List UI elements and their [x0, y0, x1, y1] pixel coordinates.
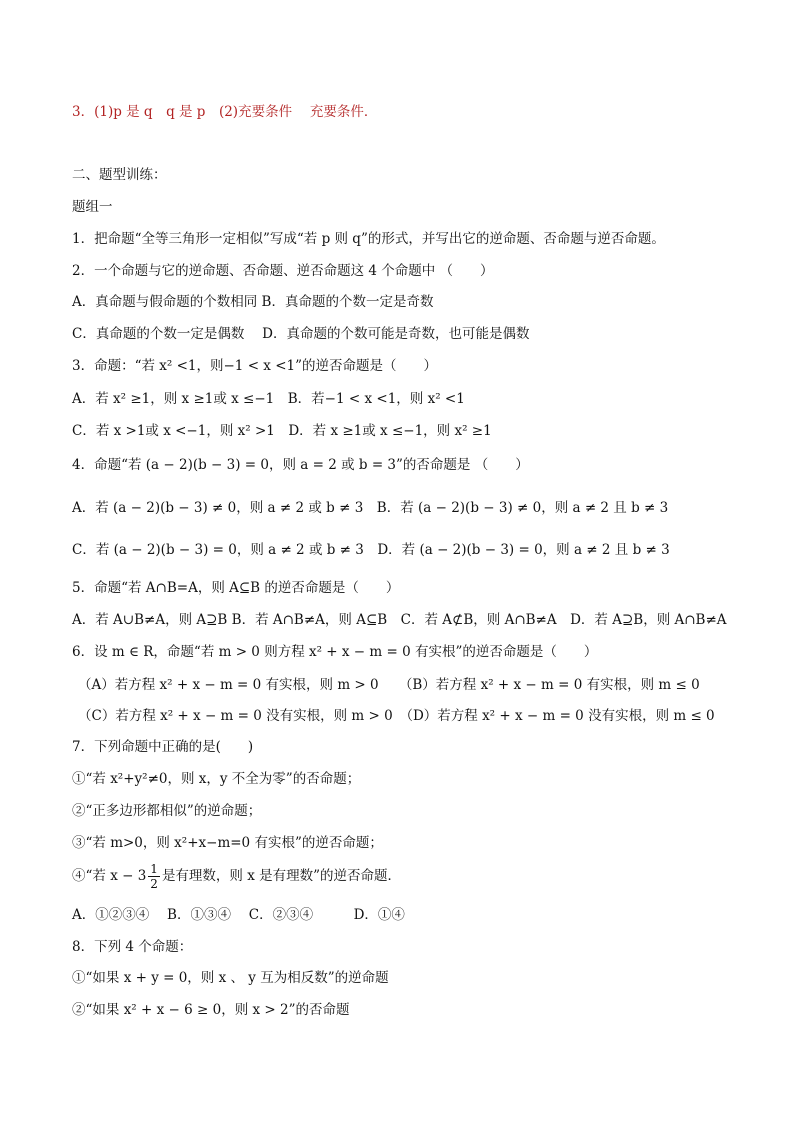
- question-7-stem: 7．下列命题中正确的是( ): [72, 739, 254, 755]
- question-2-options-cd: C．真命题的个数一定是偶数 D．真命题的个数可能是奇数，也可能是偶数: [72, 326, 530, 342]
- question-8-item-1: ①“如果 x + y = 0，则 x 、 y 互为相反数”的逆命题: [72, 970, 389, 986]
- fraction-numerator: 1: [150, 862, 158, 876]
- question-7-item-1: ①“若 x²+y²≠0，则 x，y 不全为零”的否命题；: [72, 771, 361, 787]
- question-2-stem: 2．一个命题与它的逆命题、否命题、逆否命题这 4 个命题中 （ ）: [72, 263, 494, 279]
- question-3-stem: 3．命题：“若 x² <1，则−1 < x <1”的逆否命题是（ ）: [72, 358, 438, 374]
- question-7-item-4-prefix: ④“若 x − 3: [72, 868, 147, 884]
- question-6-stem: 6．设 m ∈ R，命题“若 m > 0 则方程 x² + x − m = 0 有实根”的逆否命题是（ ）: [72, 644, 598, 660]
- question-7-item-2: ②“正多边形都相似”的逆命题；: [72, 803, 262, 819]
- question-7-item-3: ③“若 m>0，则 x²+x−m=0 有实根”的逆否命题；: [72, 835, 383, 851]
- question-2-options-ab: A．真命题与假命题的个数相同 B．真命题的个数一定是奇数: [72, 294, 434, 310]
- fraction-one-half: [148, 862, 160, 891]
- question-4-options-ab: A．若 (a − 2)(b − 3) ≠ 0，则 a ≠ 2 或 b ≠ 3 B．若 (a − 2)(b − 3) ≠ 0，则 a ≠ 2 且 b ≠ 3: [72, 500, 669, 516]
- answer-line: 3．(1)p 是 q q 是 p (2)充要条件 充要条件．: [72, 104, 378, 120]
- group-title: 题组一: [72, 199, 113, 215]
- question-3-options-ab: A．若 x² ≥1，则 x ≥1或 x ≤−1 B．若−1 < x <1，则 x² <1: [72, 391, 465, 407]
- question-8-item-2: ②“如果 x² + x − 6 ≥ 0，则 x > 2”的否命题: [72, 1002, 350, 1018]
- question-8-stem: 8．下列 4 个命题：: [72, 939, 193, 955]
- question-7-item-4-suffix: 是有理数，则 x 是有理数”的逆否命题．: [161, 868, 402, 884]
- question-5-stem: 5．命题“若 A∩B=A，则 A⊆B 的逆否命题是（ ）: [72, 580, 400, 596]
- question-6-options-ab: （A）若方程 x² + x − m = 0 有实根，则 m > 0 （B）若方程 x² + x − m = 0 有实根，则 m ≤ 0: [78, 677, 700, 693]
- question-6-options-cd: （C）若方程 x² + x − m = 0 没有实根，则 m > 0 （D）若方程 x² + x − m = 0 没有实根，则 m ≤ 0: [78, 708, 715, 724]
- question-5-options: A．若 A∪B≠A，则 A⊇B B．若 A∩B≠A，则 A⊆B C．若 A⊄B，则 A∩B≠A D．若 A⊇B，则 A∩B≠A: [72, 612, 727, 628]
- question-1: 1．把命题“全等三角形一定相似”写成“若 p 则 q”的形式，并写出它的逆命题、否命题与逆否命题。: [72, 231, 665, 247]
- fraction-denominator: 2: [150, 877, 158, 891]
- question-4-stem: 4．命题“若 (a − 2)(b − 3) = 0，则 a = 2 或 b = 3”的否命题是 （ ）: [72, 457, 529, 473]
- section-title: 二、题型训练：: [72, 167, 167, 183]
- question-7-options: A．①②③④ B．①③④ C．②③④ D．①④: [72, 907, 405, 923]
- question-3-options-cd: C．若 x >1或 x <−1，则 x² >1 D．若 x ≥1或 x ≤−1，则 x² ≥1: [72, 423, 492, 439]
- question-7-item-4: [72, 862, 401, 891]
- question-4-options-cd: C．若 (a − 2)(b − 3) = 0，则 a ≠ 2 或 b ≠ 3 D．若 (a − 2)(b − 3) = 0，则 a ≠ 2 且 b ≠ 3: [72, 542, 670, 558]
